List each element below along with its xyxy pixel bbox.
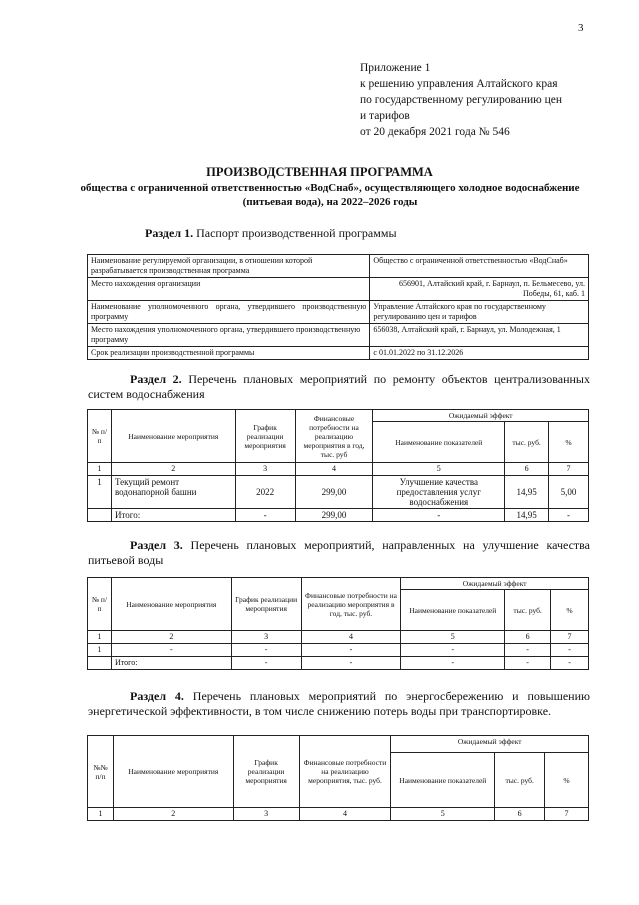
appendix-block — [360, 60, 562, 140]
column-header: График реализации мероприятия — [231, 578, 301, 631]
column-header: Финансовые потребности на реализацию мероприятия в год, тыс. руб — [295, 410, 373, 463]
table-cell: 1 — [88, 476, 112, 509]
table-total-row — [88, 509, 589, 522]
table-cell: - — [111, 644, 231, 657]
section3-table — [87, 577, 589, 670]
table-cell: Место нахождения организации — [88, 278, 370, 301]
table-total-row — [88, 657, 589, 670]
table-cell: 299,00 — [295, 509, 373, 522]
column-number: 4 — [295, 463, 373, 476]
section4-title: Перечень плановых мероприятий по энергосбережению и повышению энергетической эффективности, в том числе снижению потерь воды при транспортировке. — [88, 689, 590, 718]
section2-heading — [88, 372, 590, 402]
page-number: 3 — [578, 22, 584, 34]
table-row — [88, 324, 589, 347]
column-header: №№ п/п — [88, 736, 114, 808]
column-number: 7 — [549, 463, 589, 476]
table-cell: - — [301, 644, 401, 657]
column-number: 5 — [391, 808, 495, 821]
column-header: тыс. руб. — [495, 753, 545, 808]
document-subtitle: общества с ограниченной ответственностью «ВодСнаб», осуществляющего холодное водоснабжение (питьевая вода), на 2022–2026 годы — [80, 182, 580, 208]
passport-table — [87, 254, 589, 360]
column-header: Ожидаемый эффект — [373, 410, 589, 422]
table-header-row — [88, 736, 589, 753]
table-row — [88, 347, 589, 360]
table-cell: Срок реализации производственной программы — [88, 347, 370, 360]
section2-table — [87, 409, 589, 522]
appendix-line: и тарифов — [360, 110, 410, 122]
column-number: 3 — [231, 631, 301, 644]
section2-title: Перечень плановых мероприятий по ремонту объектов централизованных систем водоснабжения — [88, 372, 590, 401]
section1-title: Паспорт производственной программы — [196, 226, 397, 240]
table-cell: Место нахождения уполномоченного органа, утвердившего производственную программу — [88, 324, 370, 347]
table-cell: - — [551, 657, 589, 670]
column-number: 5 — [401, 631, 505, 644]
table-cell: Улучшение качества предоставления услуг водоснабжения — [373, 476, 505, 509]
column-number: 3 — [235, 463, 295, 476]
section3-heading — [88, 538, 590, 568]
column-number: 6 — [505, 463, 549, 476]
table-cell: Общество с ограниченной ответственностью «ВодСнаб» — [370, 255, 589, 278]
table-row — [88, 644, 589, 657]
table-cell: Наименование уполномоченного органа, утвердившего производственную программу — [88, 301, 370, 324]
column-number: 1 — [88, 808, 114, 821]
column-header: % — [551, 590, 589, 631]
column-header: тыс. руб. — [505, 590, 551, 631]
table-cell: Управление Алтайского края по государственному регулированию цен и тарифов — [370, 301, 589, 324]
section3-title: Перечень плановых мероприятий, направленных на улучшение качества питьевой воды — [88, 538, 591, 567]
table-row — [88, 255, 589, 278]
column-header: Наименование показателей — [391, 753, 495, 808]
column-number: 3 — [233, 808, 299, 821]
table-cell: - — [235, 509, 295, 522]
column-header: Ожидаемый эффект — [391, 736, 589, 753]
column-number: 7 — [545, 808, 589, 821]
column-number: 4 — [301, 631, 401, 644]
table-cell: - — [231, 644, 301, 657]
table-row — [88, 476, 589, 509]
table-cell — [88, 657, 112, 670]
column-header: тыс. руб. — [505, 422, 549, 463]
table-row — [88, 631, 589, 644]
table-cell: - — [505, 644, 551, 657]
column-number: 6 — [495, 808, 545, 821]
document-title: ПРОИЗВОДСТВЕННАЯ ПРОГРАММА — [206, 165, 433, 179]
column-number: 4 — [299, 808, 391, 821]
table-cell: - — [401, 644, 505, 657]
table-cell: Текущий ремонт водонапорной башни — [111, 476, 235, 509]
table-cell: - — [373, 509, 505, 522]
column-header: Ожидаемый эффект — [401, 578, 589, 590]
column-number: 2 — [111, 631, 231, 644]
table-cell: - — [505, 657, 551, 670]
table-row — [88, 808, 589, 821]
section4-label: Раздел 4. — [130, 689, 184, 703]
column-number: 2 — [111, 463, 235, 476]
section1-heading — [145, 226, 397, 241]
table-cell: с 01.01.2022 по 31.12.2026 — [370, 347, 589, 360]
column-header: График реализации мероприятия — [233, 736, 299, 808]
table-cell: Итого: — [111, 509, 235, 522]
column-number: 1 — [88, 631, 112, 644]
section2-label: Раздел 2. — [130, 372, 182, 386]
column-number: 2 — [113, 808, 233, 821]
table-cell: - — [401, 657, 505, 670]
section4-table — [87, 735, 589, 821]
section1-label: Раздел 1. — [145, 226, 194, 240]
table-header-row — [88, 578, 589, 590]
column-header: Наименование показателей — [401, 590, 505, 631]
column-header: График реализации мероприятия — [235, 410, 295, 463]
table-cell: - — [301, 657, 401, 670]
appendix-line: Приложение 1 — [360, 62, 431, 74]
table-cell: - — [231, 657, 301, 670]
column-number: 6 — [505, 631, 551, 644]
table-cell: - — [551, 644, 589, 657]
section3-label: Раздел 3. — [130, 538, 183, 552]
table-cell: 299,00 — [295, 476, 373, 509]
table-cell: 14,95 — [505, 509, 549, 522]
column-number: 1 — [88, 463, 112, 476]
column-header: % — [545, 753, 589, 808]
column-number: 7 — [551, 631, 589, 644]
table-cell: 1 — [88, 644, 112, 657]
table-row — [88, 278, 589, 301]
column-header: Наименование мероприятия — [111, 578, 231, 631]
column-header: % — [549, 422, 589, 463]
table-cell: Итого: — [111, 657, 231, 670]
table-cell: 2022 — [235, 476, 295, 509]
column-header: Наименование мероприятия — [111, 410, 235, 463]
column-header: Наименование показателей — [373, 422, 505, 463]
appendix-line: к решению управления Алтайского края — [360, 78, 558, 90]
table-row — [88, 301, 589, 324]
table-cell: 656901, Алтайский край, г. Барнаул, п. Бельмесево, ул. Победы, 61, каб. 1 — [370, 278, 589, 301]
table-cell: 656038, Алтайский край, г. Барнаул, ул. Молодежная, 1 — [370, 324, 589, 347]
table-header-row — [88, 410, 589, 422]
section4-heading — [88, 689, 590, 719]
appendix-line: от 20 декабря 2021 года № 546 — [360, 126, 510, 138]
table-row — [88, 463, 589, 476]
appendix-line: по государственному регулированию цен — [360, 94, 563, 106]
table-cell: Наименование регулируемой организации, в отношении которой разрабатывается производственная программа — [88, 255, 370, 278]
column-number: 5 — [373, 463, 505, 476]
table-cell: - — [549, 509, 589, 522]
table-cell — [88, 509, 112, 522]
column-header: Наименование мероприятия — [113, 736, 233, 808]
column-header: № п/п — [88, 410, 112, 463]
column-header: Финансовые потребности на реализацию мероприятия в год, тыс. руб. — [301, 578, 401, 631]
table-cell: 5,00 — [549, 476, 589, 509]
table-cell: 14,95 — [505, 476, 549, 509]
column-header: № п/п — [88, 578, 112, 631]
column-header: Финансовые потребности на реализацию мероприятия, тыс. руб. — [299, 736, 391, 808]
